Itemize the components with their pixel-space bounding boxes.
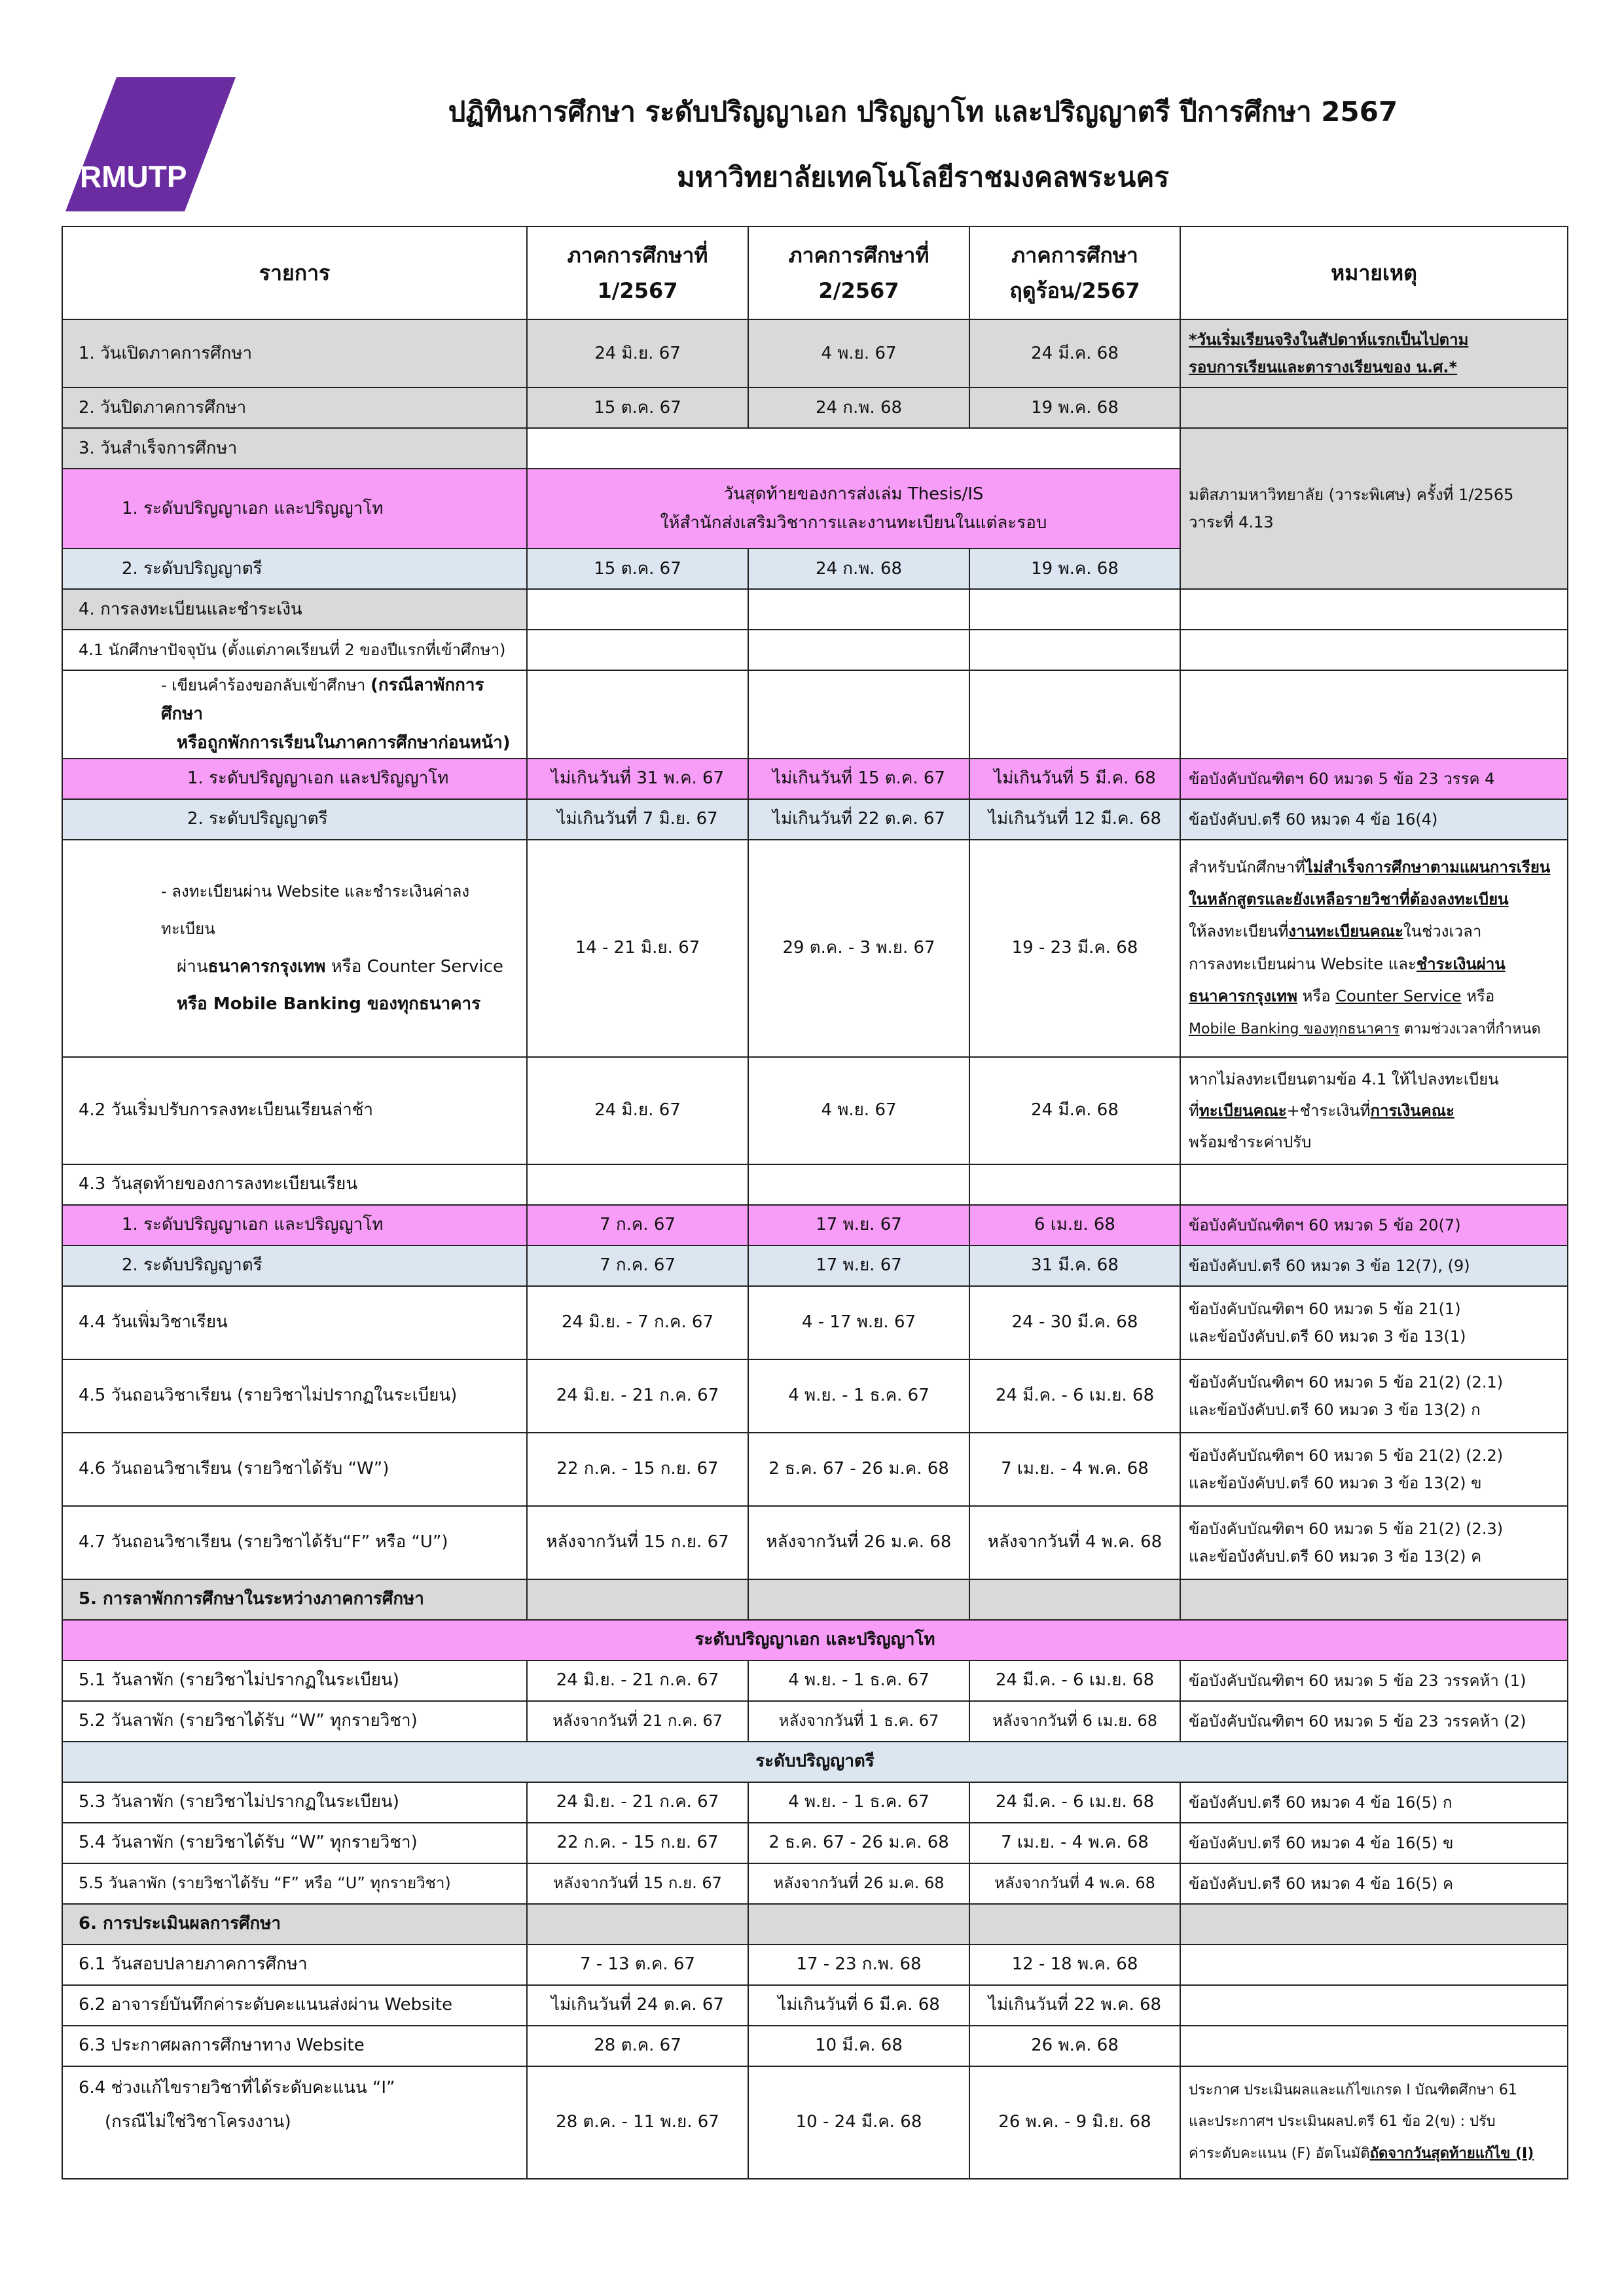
table-row	[62, 670, 1568, 759]
cell-summer: 24 มี.ค. 68	[969, 319, 1180, 387]
cell-term2: 24 ก.พ. 68	[748, 548, 969, 589]
row-label: 4.2 วันเริ่มปรับการลงทะเบียนเรียนล่าช้า	[62, 1057, 527, 1164]
table-row	[62, 1359, 1568, 1433]
cell-term2: หลังจากวันที่ 1 ธ.ค. 67	[748, 1701, 969, 1742]
cell-term2: 2 ธ.ค. 67 - 26 ม.ค. 68	[748, 1823, 969, 1863]
table-row	[62, 1246, 1568, 1286]
cell-term1: 15 ต.ค. 67	[527, 548, 748, 589]
cell-summer: หลังจากวันที่ 4 พ.ค. 68	[969, 1506, 1180, 1579]
table-row	[62, 1579, 1568, 1620]
cell-note: ข้อบังคับบัณฑิตฯ 60 หมวด 5 ข้อ 21(2) (2.3) และข้อบังคับป.ตรี 60 หมวด 3 ข้อ 13(2) ค	[1180, 1506, 1568, 1579]
row-label: 1. วันเปิดภาคการศึกษา	[62, 319, 527, 387]
cell-empty	[527, 428, 1180, 469]
cell-note: ประกาศ ประเมินผลและแก้ไขเกรด I บัณฑิตศึกษา 61 และประกาศฯ ประเมินผลป.ตรี 61 ข้อ 2(ข) : ปรับ ค่าระดับคะแนน (F) อัตโนมัติถัดจากวันสุดท้ายแก้ไข (I)	[1180, 2066, 1568, 2179]
table-row	[62, 319, 1568, 387]
row-label: - ลงทะเบียนผ่าน Website และชำระเงินค่าลงทะเบียน ผ่านธนาคารกรุงเทพ หรือ Counter Service หรือ Mobile Banking ของทุกธนาคาร	[62, 840, 527, 1057]
cell-term1: 22 ก.ค. - 15 ก.ย. 67	[527, 1823, 748, 1863]
cell-term1: ไม่เกินวันที่ 7 มิ.ย. 67	[527, 799, 748, 840]
cell-term1: 7 - 13 ต.ค. 67	[527, 1945, 748, 1985]
academic-calendar-table	[62, 226, 1568, 2179]
table-row	[62, 1782, 1568, 1823]
cell-summer: ไม่เกินวันที่ 5 มี.ค. 68	[969, 759, 1180, 799]
cell-note: ข้อบังคับบัณฑิตฯ 60 หมวด 5 ข้อ 21(2) (2.2) และข้อบังคับป.ตรี 60 หมวด 3 ข้อ 13(2) ข	[1180, 1433, 1568, 1506]
row-label: 4.1 นักศึกษาปัจจุบัน (ตั้งแต่ภาคเรียนที่ 2 ของปีแรกที่เข้าศึกษา)	[62, 630, 527, 670]
cell-summer: 26 พ.ค. 68	[969, 2026, 1180, 2066]
cell-term1: 24 มิ.ย. - 21 ก.ค. 67	[527, 1782, 748, 1823]
row-label: 3. วันสำเร็จการศึกษา	[62, 428, 527, 469]
cell-summer: 31 มี.ค. 68	[969, 1246, 1180, 1286]
cell-term2: 17 - 23 ก.พ. 68	[748, 1945, 969, 1985]
cell-term1: 14 - 21 มิ.ย. 67	[527, 840, 748, 1057]
cell-term1: 28 ต.ค. - 11 พ.ย. 67	[527, 2066, 748, 2179]
cell-note: ข้อบังคับบัณฑิตฯ 60 หมวด 5 ข้อ 21(1) และข้อบังคับป.ตรี 60 หมวด 3 ข้อ 13(1)	[1180, 1286, 1568, 1359]
table-row	[62, 1057, 1568, 1164]
cell-term1: 15 ต.ค. 67	[527, 387, 748, 428]
table-row	[62, 1701, 1568, 1742]
row-label: 2. ระดับปริญญาตรี	[62, 799, 527, 840]
cell-term1: หลังจากวันที่ 15 ก.ย. 67	[527, 1863, 748, 1904]
cell-note: ข้อบังคับบัณฑิตฯ 60 หมวด 5 ข้อ 23 วรรค 4	[1180, 759, 1568, 799]
cell-summer: 19 พ.ค. 68	[969, 548, 1180, 589]
cell-note: ข้อบังคับบัณฑิตฯ 60 หมวด 5 ข้อ 23 วรรคห้า (2)	[1180, 1701, 1568, 1742]
cell-summer: หลังจากวันที่ 6 เม.ย. 68	[969, 1701, 1180, 1742]
cell-term1: หลังจากวันที่ 15 ก.ย. 67	[527, 1506, 748, 1579]
row-label: 2. ระดับปริญญาตรี	[62, 1246, 527, 1286]
cell-summer: ไม่เกินวันที่ 12 มี.ค. 68	[969, 799, 1180, 840]
cell-note: ข้อบังคับป.ตรี 60 หมวด 4 ข้อ 16(5) ข	[1180, 1823, 1568, 1863]
row-label: 5.4 วันลาพัก (รายวิชาได้รับ “W” ทุกรายวิชา)	[62, 1823, 527, 1863]
cell-term1: 7 ก.ค. 67	[527, 1205, 748, 1246]
table-row	[62, 428, 1568, 469]
cell-summer: หลังจากวันที่ 4 พ.ค. 68	[969, 1863, 1180, 1904]
cell-term2: 17 พ.ย. 67	[748, 1246, 969, 1286]
table-row	[62, 1164, 1568, 1205]
cell-term2: 4 พ.ย. - 1 ธ.ค. 67	[748, 1660, 969, 1701]
row-label: 6.2 อาจารย์บันทึกค่าระดับคะแนนส่งผ่าน Website	[62, 1985, 527, 2026]
cell-note: ข้อบังคับบัณฑิตฯ 60 หมวด 5 ข้อ 21(2) (2.1) และข้อบังคับป.ตรี 60 หมวด 3 ข้อ 13(2) ก	[1180, 1359, 1568, 1433]
cell-summer: ไม่เกินวันที่ 22 พ.ค. 68	[969, 1985, 1180, 2026]
cell-term2: ไม่เกินวันที่ 22 ต.ค. 67	[748, 799, 969, 840]
row-label: 6.4 ช่วงแก้ไขรายวิชาที่ได้ระดับคะแนน “I” (กรณีไม่ใช่วิชาโครงงาน)	[62, 2066, 527, 2179]
cell-term2: ไม่เกินวันที่ 15 ต.ค. 67	[748, 759, 969, 799]
cell-term2: 24 ก.พ. 68	[748, 387, 969, 428]
row-label: 4.5 วันถอนวิชาเรียน (รายวิชาไม่ปรากฏในระเบียน)	[62, 1359, 527, 1433]
cell-term1: 24 มิ.ย. - 21 ก.ค. 67	[527, 1660, 748, 1701]
row-label: 5.3 วันลาพัก (รายวิชาไม่ปรากฏในระเบียน)	[62, 1782, 527, 1823]
cell-term1: 24 มิ.ย. 67	[527, 1057, 748, 1164]
row-label: 2. ระดับปริญญาตรี	[62, 548, 527, 589]
cell-summer: 24 - 30 มี.ค. 68	[969, 1286, 1180, 1359]
row-label: 4.6 วันถอนวิชาเรียน (รายวิชาได้รับ “W”)	[62, 1433, 527, 1506]
cell-summer: 7 เม.ย. - 4 พ.ค. 68	[969, 1823, 1180, 1863]
cell-note: *วันเริ่มเรียนจริงในสัปดาห์แรกเป็นไปตาม รอบการเรียนและตารางเรียนของ น.ศ.*	[1180, 319, 1568, 387]
table-row	[62, 1985, 1568, 2026]
cell-term1: ไม่เกินวันที่ 24 ต.ค. 67	[527, 1985, 748, 2026]
cell-note: สำหรับนักศึกษาที่ไม่สำเร็จการศึกษาตามแผนการเรียน ในหลักสูตรและยังเหลือรายวิชาที่ต้องลงทะเบียน ให้ลงทะเบียนที่งานทะเบียนคณะในช่วงเวลา การลงทะเบียนผ่าน Website และชำระเงินผ่าน ธนาคารกรุงเทพ หรือ Counter Service หรือ Mobile Banking ของทุกธนาคาร ตามช่วงเวลาที่กำหนด	[1180, 840, 1568, 1057]
row-label: 5.2 วันลาพัก (รายวิชาได้รับ “W” ทุกรายวิชา)	[62, 1701, 527, 1742]
cell-note: ข้อบังคับป.ตรี 60 หมวด 4 ข้อ 16(4)	[1180, 799, 1568, 840]
header-item: รายการ	[62, 226, 527, 319]
cell-summer: 7 เม.ย. - 4 พ.ค. 68	[969, 1433, 1180, 1506]
cell-term1: 22 ก.ค. - 15 ก.ย. 67	[527, 1433, 748, 1506]
row-label: 1. ระดับปริญญาเอก และปริญญาโท	[62, 469, 527, 548]
cell-note: ข้อบังคับป.ตรี 60 หมวด 4 ข้อ 16(5) ก	[1180, 1782, 1568, 1823]
cell-note: ข้อบังคับบัณฑิตฯ 60 หมวด 5 ข้อ 23 วรรคห้า (1)	[1180, 1660, 1568, 1701]
cell-term2: 10 มี.ค. 68	[748, 2026, 969, 2066]
section-row	[62, 1620, 1568, 1660]
table-row	[62, 589, 1568, 630]
cell-term2: 4 พ.ย. - 1 ธ.ค. 67	[748, 1782, 969, 1823]
cell-term1: 28 ต.ค. 67	[527, 2026, 748, 2066]
header-term2: ภาคการศึกษาที่ 2/2567	[748, 226, 969, 319]
cell-term2: 10 - 24 มี.ค. 68	[748, 2066, 969, 2179]
university-name: มหาวิทยาลัยเทคโนโลยีราชมงคลพระนคร	[677, 161, 1169, 193]
table-row	[62, 1945, 1568, 1985]
row-label: - เขียนคำร้องขอกลับเข้าศึกษา (กรณีลาพักการศึกษา หรือถูกพักการเรียนในภาคการศึกษาก่อนหน้า)	[62, 670, 527, 759]
row-label: 4. การลงทะเบียนและชำระเงิน	[62, 589, 527, 630]
table-row	[62, 2066, 1568, 2179]
cell-note: ข้อบังคับบัณฑิตฯ 60 หมวด 5 ข้อ 20(7)	[1180, 1205, 1568, 1246]
cell-note	[1180, 387, 1568, 428]
cell-summer: 24 มี.ค. - 6 เม.ย. 68	[969, 1782, 1180, 1823]
header-note: หมายเหตุ	[1180, 226, 1568, 319]
cell-term2: หลังจากวันที่ 26 ม.ค. 68	[748, 1863, 969, 1904]
table-row	[62, 759, 1568, 799]
svg-text:RMUTP: RMUTP	[80, 160, 187, 194]
section-label: ระดับปริญญาเอก และปริญญาโท	[62, 1620, 1568, 1660]
row-label: 4.4 วันเพิ่มวิชาเรียน	[62, 1286, 527, 1359]
cell-summer: 12 - 18 พ.ค. 68	[969, 1945, 1180, 1985]
cell-term2: 4 - 17 พ.ย. 67	[748, 1286, 969, 1359]
cell-summer: 6 เม.ย. 68	[969, 1205, 1180, 1246]
cell-term2: หลังจากวันที่ 26 ม.ค. 68	[748, 1506, 969, 1579]
row-label: 6. การประเมินผลการศึกษา	[62, 1904, 527, 1945]
table-row	[62, 1506, 1568, 1579]
table-row	[62, 1286, 1568, 1359]
table-row	[62, 1660, 1568, 1701]
rmutp-logo	[65, 77, 236, 211]
cell-summer: 19 พ.ค. 68	[969, 387, 1180, 428]
cell-term2: 2 ธ.ค. 67 - 26 ม.ค. 68	[748, 1433, 969, 1506]
cell-summer: 24 มี.ค. 68	[969, 1057, 1180, 1164]
cell-term2: 17 พ.ย. 67	[748, 1205, 969, 1246]
row-label: 2. วันปิดภาคการศึกษา	[62, 387, 527, 428]
cell-term2: 4 พ.ย. - 1 ธ.ค. 67	[748, 1359, 969, 1433]
row-label: 4.3 วันสุดท้ายของการลงทะเบียนเรียน	[62, 1164, 527, 1205]
cell-note: มติสภามหาวิทยาลัย (วาระพิเศษ) ครั้งที่ 1/2565 วาระที่ 4.13	[1180, 428, 1568, 589]
table-row	[62, 1205, 1568, 1246]
row-label: 5. การลาพักการศึกษาในระหว่างภาคการศึกษา	[62, 1579, 527, 1620]
row-label: 6.1 วันสอบปลายภาคการศึกษา	[62, 1945, 527, 1985]
header-term1: ภาคการศึกษาที่ 1/2567	[527, 226, 748, 319]
table-row	[62, 2026, 1568, 2066]
cell-term2: ไม่เกินวันที่ 6 มี.ค. 68	[748, 1985, 969, 2026]
cell-note: ข้อบังคับป.ตรี 60 หมวด 4 ข้อ 16(5) ค	[1180, 1863, 1568, 1904]
table-row	[62, 1823, 1568, 1863]
cell-term1: ไม่เกินวันที่ 31 พ.ค. 67	[527, 759, 748, 799]
table-row	[62, 1904, 1568, 1945]
table-row	[62, 840, 1568, 1057]
cell-note: หากไม่ลงทะเบียนตามข้อ 4.1 ให้ไปลงทะเบียน ที่ทะเบียนคณะ+ชำระเงินที่การเงินคณะ พร้อมชำระค่าปรับ	[1180, 1057, 1568, 1164]
table-row	[62, 630, 1568, 670]
row-label: 5.1 วันลาพัก (รายวิชาไม่ปรากฏในระเบียน)	[62, 1660, 527, 1701]
cell-term1: 24 มิ.ย. - 7 ก.ค. 67	[527, 1286, 748, 1359]
document-title: ปฏิทินการศึกษา ระดับปริญญาเอก ปริญญาโท และปริญญาตรี ปีการศึกษา 2567	[448, 96, 1398, 128]
row-label: 1. ระดับปริญญาเอก และปริญญาโท	[62, 759, 527, 799]
cell-term2: 29 ต.ค. - 3 พ.ย. 67	[748, 840, 969, 1057]
table-row	[62, 1863, 1568, 1904]
cell-term2: 4 พ.ย. 67	[748, 319, 969, 387]
cell-note: ข้อบังคับป.ตรี 60 หมวด 3 ข้อ 12(7), (9)	[1180, 1246, 1568, 1286]
cell-term1: 24 มิ.ย. - 21 ก.ค. 67	[527, 1359, 748, 1433]
header-summer: ภาคการศึกษา ฤดูร้อน/2567	[969, 226, 1180, 319]
row-label: 4.7 วันถอนวิชาเรียน (รายวิชาได้รับ“F” หรือ “U”)	[62, 1506, 527, 1579]
row-label: 5.5 วันลาพัก (รายวิชาได้รับ “F” หรือ “U” ทุกรายวิชา)	[62, 1863, 527, 1904]
cell-term1: 24 มิ.ย. 67	[527, 319, 748, 387]
cell-summer: 24 มี.ค. - 6 เม.ย. 68	[969, 1660, 1180, 1701]
cell-merged: วันสุดท้ายของการส่งเล่ม Thesis/IS ให้สำนักส่งเสริมวิชาการและงานทะเบียนในแต่ละรอบ	[527, 469, 1180, 548]
table-row	[62, 1433, 1568, 1506]
row-label: 1. ระดับปริญญาเอก และปริญญาโท	[62, 1205, 527, 1246]
section-label: ระดับปริญญาตรี	[62, 1742, 1568, 1782]
cell-summer: 19 - 23 มี.ค. 68	[969, 840, 1180, 1057]
cell-term1: หลังจากวันที่ 21 ก.ค. 67	[527, 1701, 748, 1742]
header-row	[62, 226, 1568, 319]
row-label: 6.3 ประกาศผลการศึกษาทาง Website	[62, 2026, 527, 2066]
cell-term2: 4 พ.ย. 67	[748, 1057, 969, 1164]
cell-term1: 7 ก.ค. 67	[527, 1246, 748, 1286]
section-row	[62, 1742, 1568, 1782]
table-row	[62, 387, 1568, 428]
table-row	[62, 799, 1568, 840]
cell-summer: 26 พ.ค. - 9 มิ.ย. 68	[969, 2066, 1180, 2179]
cell-summer: 24 มี.ค. - 6 เม.ย. 68	[969, 1359, 1180, 1433]
